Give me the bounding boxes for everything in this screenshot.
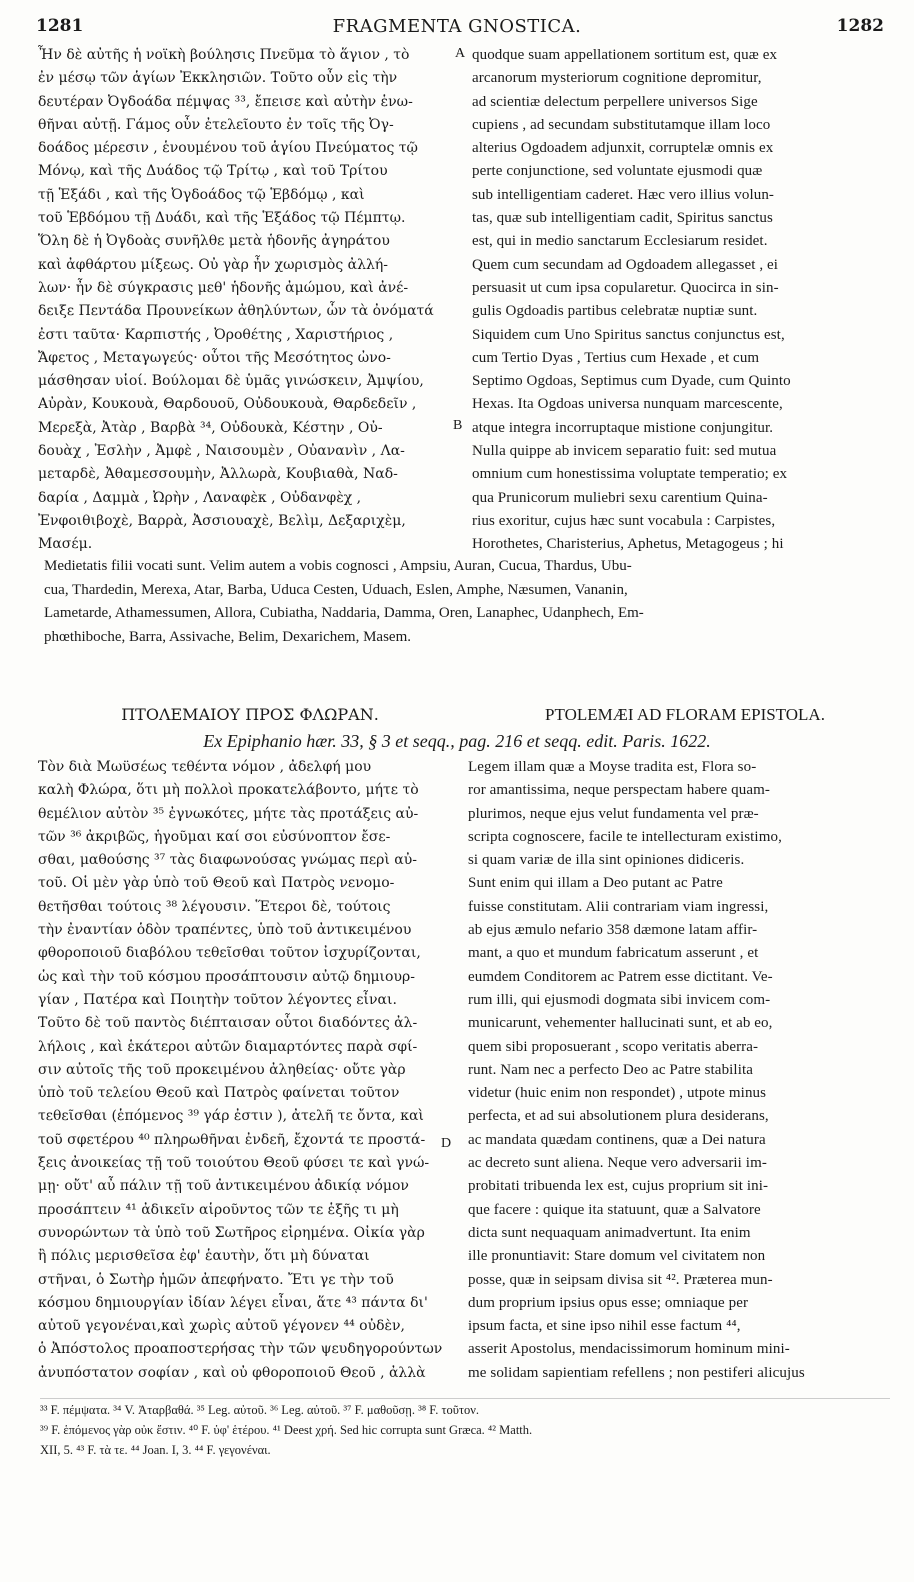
- greek-text-line: ἐν μέσῳ τῶν ἁγίων Ἐκκλησιῶν. Τοῦτο οὖν εἰς τὴν: [38, 70, 398, 87]
- footnote-line: ³⁹ F. ἑπόμενος γὰρ οὐκ ἔστιν. ⁴⁰ F. ὑφ' ἑτέρου. ⁴¹ Deest χρή. Sed hic corrupta sunt Græca. ⁴² Matth.: [40, 1423, 533, 1437]
- latin-text-line: asserit Apostolus, mendacissimorum hominum mini-: [468, 1341, 790, 1358]
- greek-text-line: μεταρδὲ, Ἀθαμεσσουμὴν, Ἀλλωρὰ, Κουβιαθὰ, Ναδ-: [38, 466, 398, 483]
- greek-text-line: συνορώντων τὰ ὑπὸ τοῦ Σωτῆρος εἰρημένα. Οἰκία γὰρ: [38, 1224, 425, 1241]
- latin-text-line: posse, quæ in seipsam divisa sit ⁴². Præterea mun-: [468, 1271, 773, 1288]
- greek-text-line: Ἄφετος , Μεταγωγεύς· οὗτοι τῆς Μεσότητος ὠνο-: [38, 349, 391, 366]
- greek-text-line: δουὰχ , Ἐσλὴν , Ἀμφὲ , Ναισουμὲν , Οὐανανὶν , Λα-: [38, 443, 405, 460]
- left-page-number: 1281: [36, 16, 84, 36]
- greek-text-line: καλὴ Φλώρα, ὅτι μὴ πολλοὶ προκατελάβοντο, μήτε τὸ: [38, 782, 419, 799]
- latin-text-line: plurimos, neque ejus velut fundamenta vel præ-: [468, 805, 759, 822]
- section1-greek-column: [38, 44, 463, 557]
- latin-text-line: eumdem Conditorem ac Patrem esse dictitant. Ve-: [468, 968, 773, 985]
- greek-text-line: δαρία , Δαμμὰ , Ὠρὴν , Λαναφὲκ , Οὐδανφὲχ ,: [38, 489, 362, 506]
- latin-text-line: quodque suam appellationem sortitum est, quæ ex: [472, 47, 778, 63]
- greek-text-line: γίαν , Πατέρα καὶ Ποιητὴν τοῦτον λέγοντες εἶναι.: [38, 991, 397, 1008]
- latin-text-line: si quam variæ de illa sint opiniones didiceris.: [468, 852, 745, 869]
- footnote-line: XII, 5. ⁴³ F. τὰ τε. ⁴⁴ Joan. I, 3. ⁴⁴ F. γεγονέναι.: [40, 1443, 271, 1457]
- greek-text-line: δοάδος μέρεσιν , ἑνουμένου τοῦ ἁγίου Πνεύματος τῷ: [38, 140, 418, 157]
- greek-text-line: ἢ πόλις μερισθεῖσα ἐφ' ἑαυτὴν, ὅτι μὴ δύναται: [38, 1248, 370, 1265]
- greek-text-line: Ἦν δὲ αὐτῆς ἡ νοϊκὴ βούλησις Πνεῦμα τὸ ἅγιον , τὸ: [38, 47, 410, 63]
- latin-text-line: scripta cognoscere, facile te intellecturam existimo,: [468, 828, 782, 845]
- full-width-text-line: cua, Thardedin, Merexa, Atar, Barba, Uduca Cesten, Uduach, Eslen, Amphe, Næsumen, Vananin,: [44, 581, 628, 598]
- greek-text-line: τοῦ. Οἱ μὲν γὰρ ὑπὸ τοῦ Θεοῦ καὶ Πατρὸς νενομο-: [38, 875, 395, 892]
- greek-text-line: Ὅλη δὲ ἡ Ὀγδοὰς συνῆλθε μετὰ ἡδονῆς ἀγηράτου: [38, 233, 390, 250]
- latin-text-line: Sunt enim qui illam a Deo putant ac Patre: [468, 875, 723, 892]
- greek-text-line: σιν αὐτοῖς τῆς τοῦ προκειμένου ἀληθείας· οὔτε γὰρ: [38, 1061, 406, 1078]
- greek-text-line: Τοῦτο δὲ τοῦ παντὸς διέπταισαν οὗτοι διαδόντες ἀλ-: [38, 1015, 418, 1032]
- latin-text-line: cupiens , ad secundam substitutamque illam loco: [472, 116, 771, 133]
- latin-text-line: est, qui in medio sanctarum Ecclesiarum residet.: [472, 233, 768, 250]
- greek-text-line: ἀνυπόστατον σοφίαν , καὶ οὐ φθοροποιοῦ Θεοῦ , ἀλλὰ: [38, 1364, 426, 1381]
- greek-text-line: ὑπὸ τοῦ τελείου Θεοῦ καὶ Πατρὸς φαίνεται τοῦτον: [38, 1085, 400, 1102]
- greek-text-line: τῇ Ἑξάδι , καὶ τῆς Ὀγδοάδος τῷ Ἑβδόμῳ , καὶ: [38, 186, 365, 203]
- greek-text-line: σθαι, μαθούσης ³⁷ τὰς διαφωνούσας γνώμας περὶ αὐ-: [38, 852, 417, 869]
- greek-text-line: στῆναι, ὁ Σωτὴρ ἡμῶν ἀπεφήνατο. Ἔτι γε τὴν τοῦ: [38, 1271, 394, 1288]
- latin-text-line: municarunt, vehementer hallucinati sunt, et ab eo,: [468, 1015, 773, 1032]
- latin-text-line: tas, quæ sub intelligentiam cadit, Spiritus sanctus: [472, 210, 773, 227]
- greek-text-line: Ἐνφοιθιβοχὲ, Βαρρὰ, Ἀσσιουαχὲ, Βελὶμ, Δεξαριχὲμ,: [38, 512, 406, 529]
- greek-text-line: τοῦ σφετέρου ⁴⁰ πληρωθῆναι ἐνδεῆ, ἔχοντά τε προστά-: [38, 1131, 426, 1148]
- footnotes: [40, 1400, 890, 1460]
- latin-text-line: runt. Nam nec a perfecto Deo ac Patre stabilita: [468, 1061, 753, 1078]
- greek-text-line: θῆναι αὐτῇ. Γάμος οὖν ἐτελεῖουτο ἐν τοῖς τῆς Ὀγ-: [38, 116, 394, 133]
- footnote-line: ³³ F. πέμψατα. ³⁴ V. Ἀταρβαθά. ³⁵ Leg. αὐτοῦ. ³⁶ Leg. αὐτοῦ. ³⁷ F. μαθοῦσῃ. ³⁸ F. τοῦτον.: [40, 1403, 480, 1417]
- greek-text-line: Τὸν διὰ Μωϋσέως τεθέντα νόμον , ἀδελφή μου: [38, 759, 372, 775]
- greek-text-line: τεθεῖσθαι (ἑπόμενος ³⁹ γάρ ἐστιν ), ἀτελῆ τε ὄντα, καὶ: [38, 1108, 424, 1125]
- latin-text-line: videtur (huic enim non respondet) , utpote minus: [468, 1085, 767, 1102]
- greek-text-line: λήλοις , καὶ ἑκάτεροι αὐτῶν διαμαρτόντες παρὰ σφί-: [38, 1038, 418, 1055]
- greek-text-line: δευτέραν Ὀγδοάδα πέμψας ³³, ἔπεισε καὶ αὐτὴν ἑνω-: [38, 93, 413, 110]
- latin-text-line: Quem cum secundam ad Ogdoadem allegasset , ei: [472, 256, 779, 273]
- section1-full-width-text: [44, 555, 884, 649]
- margin-marker-d: D: [441, 1136, 452, 1151]
- running-title: FRAGMENTA GNOSTICA.: [332, 16, 582, 37]
- latin-text-line: gulis Ogdoadis partibus celebratæ nuptiæ sunt.: [472, 303, 758, 320]
- latin-text-line: ab ejus æmulo nefario 358 dæmone latam affir-: [468, 922, 758, 939]
- source-reference: Ex Epiphanio hær. 33, § 3 et seqq., pag. 216 et seqq. edit. Paris. 1622.: [203, 731, 711, 751]
- latin-text-line: Legem illam quæ a Moyse tradita est, Flora so-: [468, 759, 757, 775]
- greek-text-line: τοῦ Ἑβδόμου τῇ Δυάδι, καὶ τῆς Ἑξάδος τῷ Πέμπτῳ.: [38, 210, 406, 227]
- latin-text-line: que facere : quique ita statuunt, quæ a Salvatore: [468, 1201, 761, 1218]
- section1-latin-column: [472, 44, 892, 557]
- latin-text-line: perte conjunctione, sed voluntate ejusmodi quæ: [472, 163, 763, 180]
- latin-text-line: arcanorum mysteriorum cognitione depromitur,: [472, 70, 762, 87]
- latin-text-line: Hexas. Ita Ogdoas universa nunquam marcescente,: [472, 396, 783, 413]
- latin-text-line: ad scientiæ delectum perpellere universos Sige: [472, 93, 758, 110]
- greek-text-line: μῃ· οὔτ' αὖ πάλιν τῇ τοῦ ἀντικειμένου ἀδικίᾳ νόμον: [38, 1178, 409, 1195]
- greek-text-line: αὐτοῦ γεγονέναι,καὶ χωρὶς αὐτοῦ γέγονεν ⁴⁴ οὐδὲν,: [38, 1318, 405, 1335]
- latin-text-line: Nulla quippe ab invicem separatio fuit: sed mutua: [472, 443, 777, 460]
- greek-section-title: ΠΤΟΛΕΜΑΙΟΥ ΠΡΟΣ ΦΛΩΡΑΝ.: [121, 705, 379, 724]
- right-page-number: 1282: [836, 16, 884, 36]
- latin-text-line: ror amantissima, neque perspectam habere quam-: [468, 782, 770, 799]
- greek-text-line: ὡς καὶ τὴν τοῦ κόσμου προσάπτουσιν αὐτῷ δημιουρ-: [38, 968, 415, 985]
- latin-text-line: rius exoritur, cujus hæc sunt vocabula : Carpistes,: [472, 512, 776, 529]
- greek-text-line: τῶν ³⁶ ἀκριβῶς, ἡγοῦμαι καί σοι εὐσύνοπτον ἔσε-: [38, 828, 391, 845]
- greek-text-line: μάσθησαν υἱοί. Βούλομαι δὲ ὑμᾶς γινώσκειν, Ἀμψίου,: [38, 373, 424, 390]
- greek-text-line: προσάπτειν ⁴¹ ἀδικεῖν αἱροῦντος τῶν τε ἑξῆς τι μὴ: [38, 1201, 399, 1218]
- latin-text-line: omnium cum honestissima voluptate temperatio; ex: [472, 466, 788, 483]
- latin-text-line: ac decreto sunt aliena. Neque vero adversarii im-: [468, 1155, 767, 1172]
- latin-text-line: mant, a quo et mundum fabricatum asserunt , et: [468, 945, 759, 962]
- latin-text-line: Septimo Ogdoas, Septimus cum Dyade, cum Quinto: [472, 373, 791, 390]
- latin-text-line: alterius Ogdoadem adjunxit, corruptelæ omnis ex: [472, 140, 774, 157]
- greek-text-line: θετῆσθαι τούτοις ³⁸ λέγουσιν. Ἕτεροι δὲ, τούτοις: [38, 898, 391, 915]
- latin-text-line: dicta sunt nequaquam animadvertunt. Ita enim: [468, 1224, 751, 1241]
- latin-text-line: Horothetes, Charisterius, Aphetus, Metagogeus ; hi: [472, 536, 784, 553]
- section2-latin-column: [468, 756, 892, 1385]
- greek-text-line: τὴν ἐναντίαν ὁδὸν τραπέντες, ὑπὸ τοῦ ἀντικειμένου: [38, 922, 412, 939]
- latin-text-line: cum Tertio Dyas , Tertius cum Hexade , et cum: [472, 349, 760, 366]
- latin-text-line: quem sibi proposuerant , scopo veritatis aberra-: [468, 1038, 759, 1055]
- latin-text-line: Siquidem cum Uno Spiritus sanctus conjunctus est,: [472, 326, 785, 343]
- greek-text-line: θεμέλιον αὐτὸν ³⁵ ἐγνωκότες, μήτε τὰς προτάξεις αὐ-: [38, 805, 419, 822]
- greek-text-line: κόσμου δημιουργίαν ἰδίαν λέγει εἶναι, ἅτε ⁴³ πάντα δι': [38, 1294, 428, 1311]
- greek-text-line: Αὐρὰν, Κουκουὰ, Θαρδουοῦ, Οὐδουκουὰ, Θαρδεδεῖν ,: [38, 396, 417, 413]
- latin-text-line: rum illi, qui ejusmodi dogmata sibi invicem com-: [468, 991, 771, 1008]
- section2-greek-column: [38, 756, 462, 1385]
- latin-text-line: perfecta, et ad sui absolutionem plura desiderans,: [468, 1108, 769, 1125]
- latin-text-line: fuisse constitutam. Alii contrariam viam ingressi,: [468, 898, 769, 915]
- latin-text-line: ille pronuntiavit: Stare domum vel civitatem non: [468, 1248, 766, 1265]
- latin-text-line: sub intelligentiam caderet. Hæc vero illius volun-: [472, 186, 775, 203]
- margin-marker-a: A: [455, 46, 466, 61]
- greek-text-line: ξεις ἀνοικείας τῇ τοῦ τοιούτου Θεοῦ φύσει τε καὶ γνώ-: [38, 1155, 430, 1172]
- greek-text-line: Μερεξὰ, Ἀτὰρ , Βαρβὰ ³⁴, Οὐδουκὰ, Κέστην , Οὐ-: [38, 419, 383, 436]
- greek-text-line: λων· ἦν δὲ σύγκρασις μεθ' ἡδονῆς ἀμώμου, καὶ ἀνέ-: [38, 279, 409, 296]
- greek-text-line: Μόνῳ, καὶ τῆς Δυάδος τῷ Τρίτῳ , καὶ τοῦ Τρίτου: [38, 163, 388, 180]
- greek-text-line: ἐστι ταῦτα· Καρπιστής , Ὀροθέτης , Χαριστήριος ,: [38, 326, 394, 343]
- latin-text-line: ipsum facta, et sine ipso nihil esse factum ⁴⁴,: [468, 1318, 741, 1335]
- greek-text-line: δειξε Πεντάδα Προυνείκων ἀθηλύντων, ὧν τὰ ὀνόματά: [38, 303, 434, 320]
- margin-marker-b: B: [453, 418, 463, 433]
- latin-text-line: atque integra incorruptaque mistione conjungitur.: [472, 419, 774, 436]
- greek-text-line: καὶ ἀφθάρτου μίξεως. Οὐ γὰρ ἦν χωρισμὸς ἀλλή-: [38, 256, 388, 273]
- full-width-text-line: Lametarde, Athamessumen, Allora, Cubiatha, Naddaria, Damma, Oren, Lanaphec, Udanphech, Em-: [44, 605, 644, 621]
- latin-text-line: me solidam sapientiam refellens ; non pestiferi alicujus: [468, 1364, 805, 1381]
- latin-text-line: ac mandata quædam continens, quæ a Dei natura: [468, 1131, 766, 1148]
- footnote-rule: [40, 1398, 890, 1399]
- latin-text-line: probitati tribuenda lex est, cujus proprium sit ini-: [468, 1178, 769, 1195]
- greek-text-line: Μασέμ.: [38, 536, 93, 553]
- greek-text-line: ὁ Ἀπόστολος προαποστερήσας τὴν τῶν ψευδηγορούντων: [38, 1341, 443, 1358]
- full-width-text-line: Medietatis filii vocati sunt. Velim autem a vobis cognosci , Ampsiu, Auran, Cucua, Thardus, Ubu-: [44, 558, 632, 574]
- latin-text-line: persuasit ut cum ipsa copularetur. Quocirca in sin-: [472, 279, 779, 296]
- full-width-text-line: phœthiboche, Barra, Assivache, Belim, Dexarichem, Masem.: [44, 628, 411, 645]
- latin-section-title: PTOLEMÆI AD FLORAM EPISTOLA.: [545, 705, 825, 724]
- latin-text-line: dum proprium ipsius opus esse; omniaque per: [468, 1294, 749, 1311]
- latin-text-line: qua Prunicorum muliebri sexu carentium Quina-: [472, 489, 768, 506]
- greek-text-line: φθοροποιοῦ διαβόλου τεθεῖσθαι τοῦτον ἰσχυρίζονται,: [38, 945, 421, 962]
